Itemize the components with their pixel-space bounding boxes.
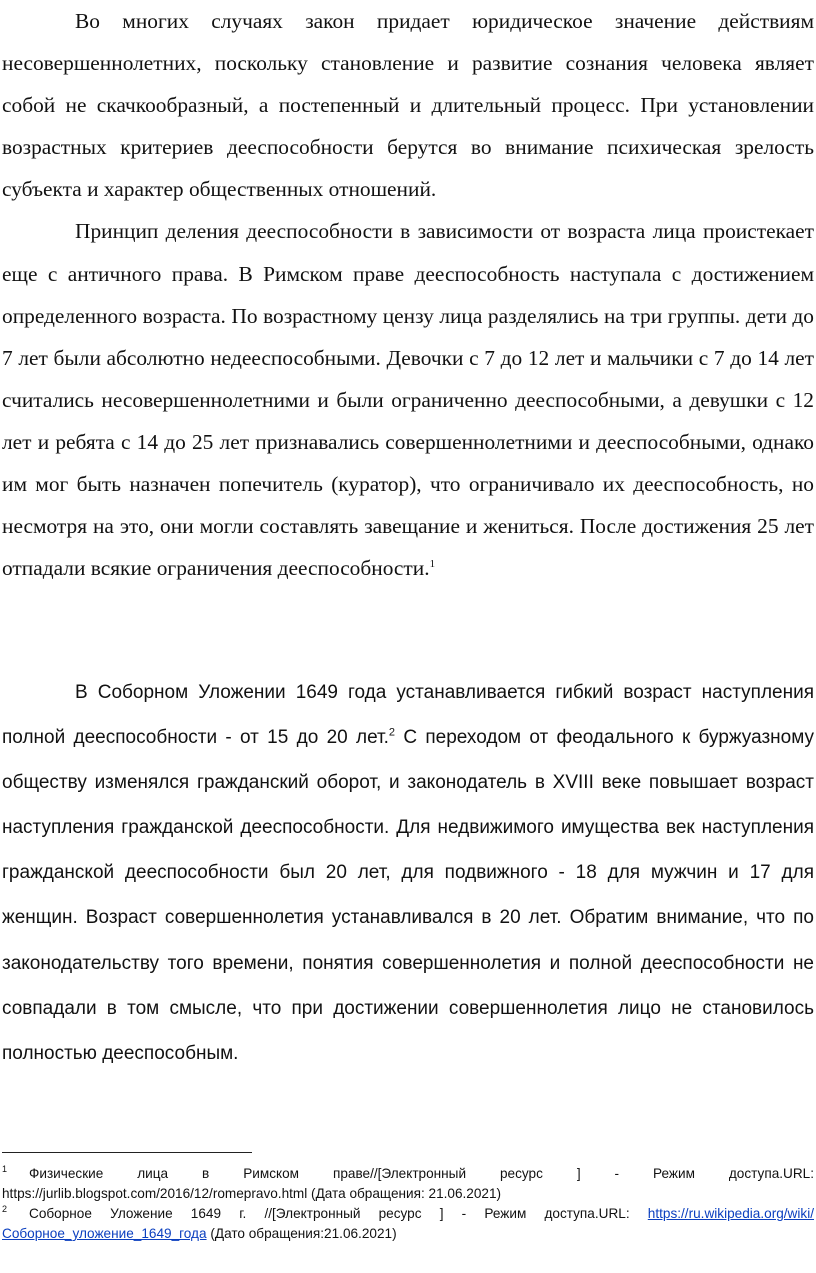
footnote-2-number: 2 [2,1204,8,1215]
footnote-1 [2,1164,814,1204]
footnotes [2,1164,814,1244]
paragraph-3 [2,670,814,1076]
footnote-2 [2,1204,814,1244]
paragraph-1-text: Во многих случаях закон придает юридическое значение действиям несовершеннолетних, поскольку становление и развитие сознания человека являет собой не скачкообразный, а постепенный и длительный процесс. При установлении возрастных критериев дееспособности берутся во внимание психическая зрелость субъекта и характер общественных отношений. [2,9,814,202]
paragraph-3-text-after: С переходом от феодального к буржуазному обществу изменялся гражданский оборот, и законодатель в XVIII веке повышает возраст наступления гражданской дееспособности. Для недвижимого имущества век наступления гражданской дееспособности был 20 лет, для подвижного - 18 для мужчин и 17 для женщин. Возраст совершеннолетия устанавливался в 20 лет. Обратим внимание, что по законодательству того времени, понятия совершеннолетия и полной дееспособности не совпадали в том смысле, что при достижении совершеннолетия лицо не становилось полностью дееспособным. [2,727,814,1064]
footnote-ref-1[interactable]: 1 [429,558,436,571]
footnote-2-link[interactable]: https://ru.wikipedia.org/wiki/Соборное_уложение_1649_года [2,1206,814,1241]
body-text-serif [2,0,814,589]
footnote-separator [2,1152,252,1153]
body-text-sans [2,670,814,1076]
paragraph-2 [2,210,814,589]
footnote-2-text-after: (Дато обращения:21.06.2021) [206,1226,397,1241]
footnote-1-number: 1 [2,1164,8,1175]
footnote-2-text: Соборное Уложение 1649 г. //[Электронный ресурс ] - Режим доступа.URL: [29,1206,648,1221]
paragraph-1 [2,0,814,210]
paragraph-2-text: Принцип деления дееспособности в зависимости от возраста лица проистекает еще с античного права. В Римском праве дееспособность наступала с достижением определенного возраста. По возрастному цензу лица разделялись на три группы. дети до 7 лет были абсолютно недееспособными. Девочки с 7 до 12 лет и мальчики с 7 до 14 лет считались несовершеннолетними и были ограниченно дееспособными, а девушки с 12 лет и ребята с 14 до 25 лет признавались совершеннолетними и дееспособными, однако им мог быть назначен попечитель (куратор), что ограничивало их дееспособность, но несмотря на это, они могли составлять завещание и жениться. После достижения 25 лет отпадали всякие ограничения дееспособности. [2,219,814,581]
paragraph-3-text-before: В Соборном Уложении 1649 года устанавливается гибкий возраст наступления полной дееспособности - от 15 до 20 лет. [2,682,814,749]
footnote-ref-2[interactable]: 2 [388,726,396,739]
footnote-1-text: Физические лица в Римском праве//[Электронный ресурс ] - Режим доступа.URL: https://jurlib.blogspot.com/2016/12/romepravo.html (Дата обращения: 21.06.2021) [2,1166,814,1201]
